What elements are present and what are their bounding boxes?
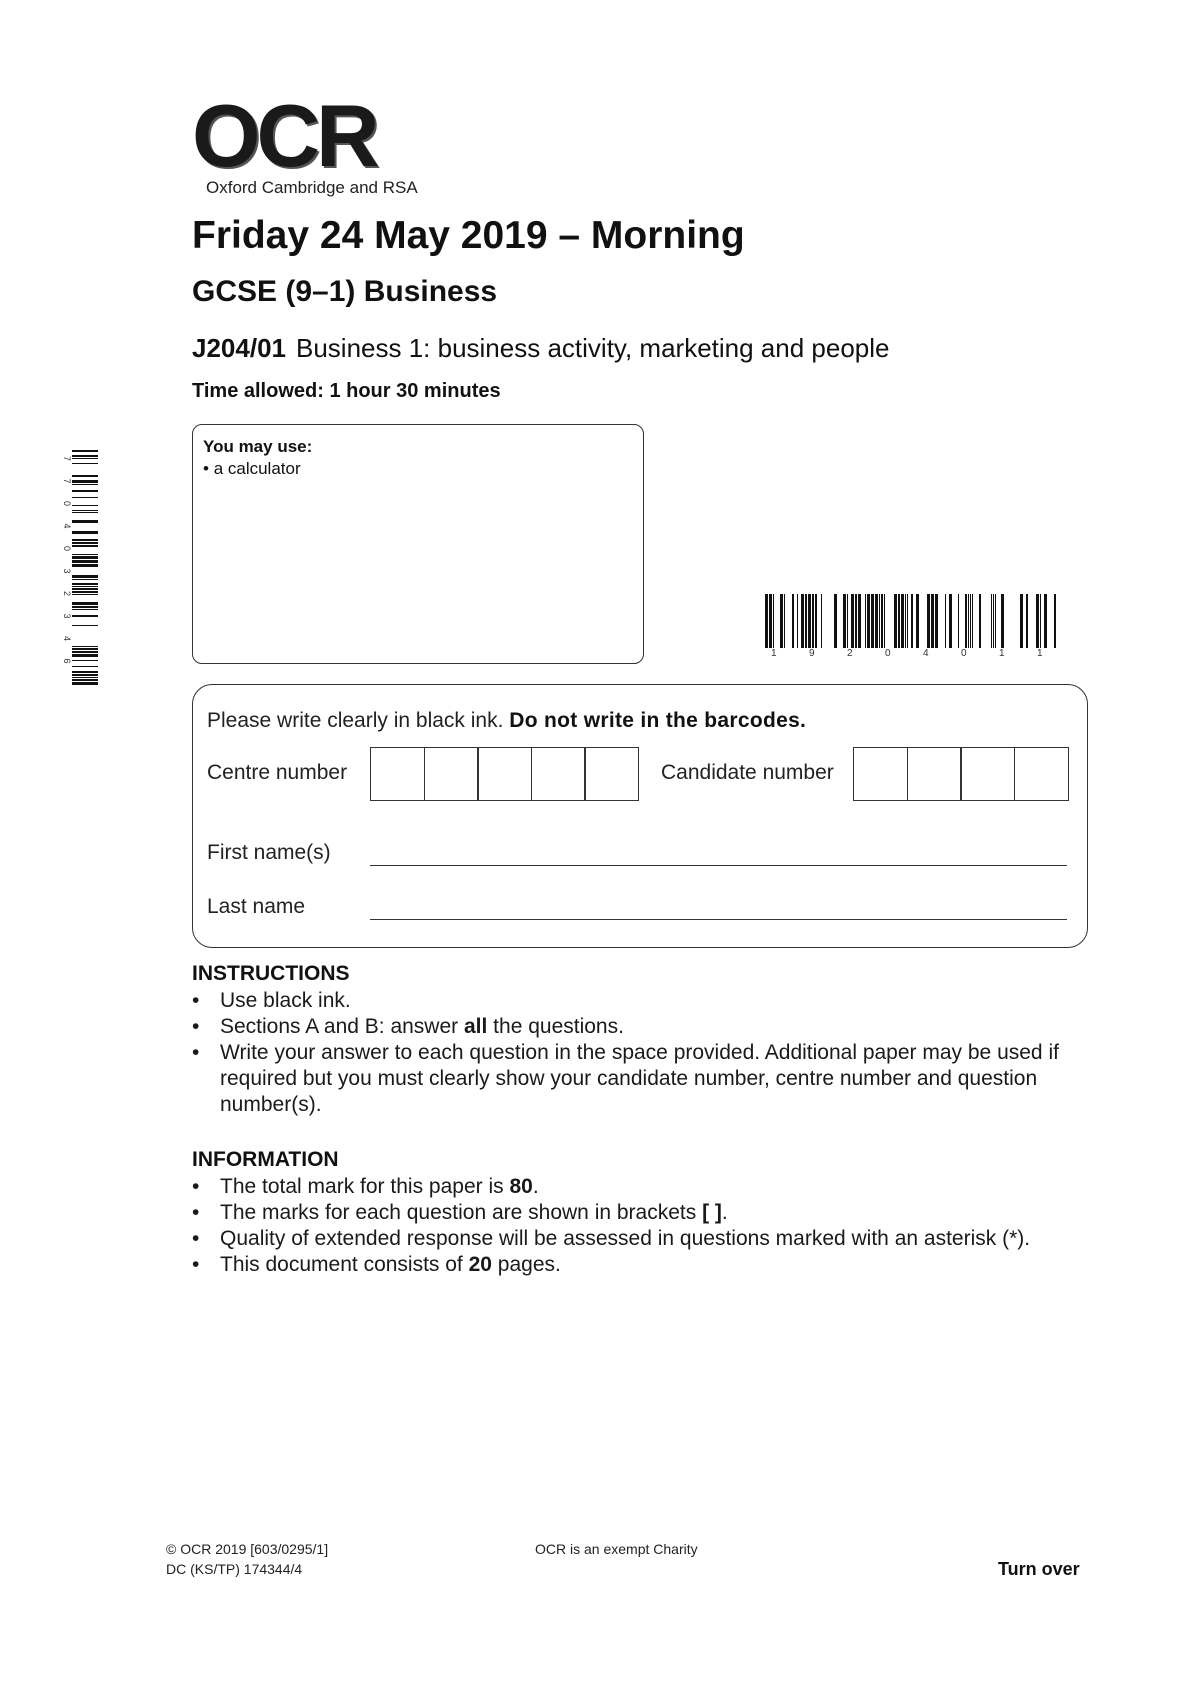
information-item [192, 1174, 1092, 1200]
barcode-bar [769, 594, 772, 648]
barcode-bar [72, 512, 98, 513]
qualification-title: GCSE (9–1) Business [192, 275, 498, 308]
document-code: DC (KS/TP) 174344/4 [166, 1561, 303, 1577]
bullet-icon: • [192, 1015, 200, 1038]
barcode-digit: 2 [847, 648, 853, 659]
may-use-heading: You may use: [203, 437, 313, 456]
barcode-bar [72, 677, 98, 678]
barcode-digit: 0 [62, 546, 72, 552]
barcode-bar [843, 594, 846, 648]
barcode-bar [911, 594, 913, 648]
barcode-bar [72, 646, 98, 647]
centre-number-boxes [370, 747, 638, 801]
barcode-digit: 4 [62, 636, 72, 642]
barcode-bar [884, 594, 885, 648]
barcode-bar [72, 625, 98, 626]
ocr-logo [192, 86, 452, 202]
information-item-text: 80 [509, 1175, 533, 1198]
barcode-vertical [64, 450, 98, 684]
barcode-bar [916, 594, 919, 648]
barcode-bar [72, 588, 98, 590]
barcode-bar [72, 520, 98, 523]
barcode-bar [1036, 594, 1039, 648]
information-item-text: This document consists of [220, 1253, 469, 1276]
barcode-bar [855, 594, 857, 648]
barcode-bar [72, 579, 98, 580]
barcode-bar [875, 594, 878, 648]
last-name-field[interactable] [370, 919, 1067, 920]
candidate-digit-box[interactable] [960, 747, 1015, 801]
centre-number-label: Centre number [207, 761, 348, 784]
barcode-bar [72, 591, 98, 593]
candidate-digit-box[interactable] [853, 747, 908, 801]
barcode-bar [898, 594, 900, 648]
centre-digit-box[interactable] [424, 747, 479, 801]
barcode-bar [871, 594, 874, 648]
barcode-bar [881, 594, 883, 648]
barcode-bar [72, 531, 98, 534]
centre-digit-box[interactable] [584, 747, 639, 801]
barcode-digit: 1 [999, 648, 1005, 659]
bullet-icon: • [192, 1227, 200, 1250]
barcode-bar [72, 586, 98, 587]
barcode-bar [968, 594, 969, 648]
barcode-bar [784, 594, 785, 648]
barcode-bar [931, 594, 934, 648]
barcode-bar [72, 575, 98, 578]
barcode-bar [72, 648, 98, 650]
instructions-list [192, 988, 1092, 1118]
copyright-notice: © OCR 2019 [603/0295/1] [166, 1541, 329, 1557]
barcode-bar [72, 651, 98, 653]
exam-date-session: Friday 24 May 2019 – Morning [192, 214, 745, 257]
information-heading: INFORMATION [192, 1148, 339, 1171]
barcode-bar [72, 510, 98, 511]
barcode-bar [821, 594, 822, 648]
information-item-text: The total mark for this paper is [220, 1175, 510, 1198]
barcode-bar [780, 594, 783, 648]
barcode-bar [1044, 594, 1047, 648]
barcode-bar [979, 594, 981, 648]
barcode-digit: 0 [62, 501, 72, 507]
candidate-digit-box[interactable] [907, 747, 962, 801]
instructions-item-text: Sections A and B: answer [220, 1015, 464, 1038]
barcode-bar [901, 594, 904, 648]
barcode-digit: 6 [62, 658, 72, 664]
barcode-bar [72, 674, 98, 676]
last-name-label: Last name [207, 895, 306, 918]
barcode-digit: 0 [961, 648, 967, 659]
barcode-bar [72, 484, 98, 485]
barcode-bar [834, 594, 837, 648]
barcode-bar [72, 556, 98, 559]
barcode-digit: 4 [923, 648, 929, 659]
barcode-bar [773, 594, 774, 648]
candidate-number-label: Candidate number [661, 761, 834, 784]
barcode-bar [1020, 594, 1023, 648]
information-item-text: . [532, 1175, 539, 1198]
barcode-digit: 2 [62, 591, 72, 597]
instructions-item-text: the questions. [487, 1015, 624, 1038]
barcode-bar [72, 554, 98, 555]
barcode-digit: 1 [771, 648, 777, 659]
information-item [192, 1226, 1092, 1252]
instructions-item [192, 1040, 1092, 1118]
bullet-icon: • [192, 1253, 200, 1276]
centre-digit-box[interactable] [477, 747, 532, 801]
centre-digit-box[interactable] [531, 747, 586, 801]
information-item [192, 1200, 1092, 1226]
may-use-box [192, 424, 644, 664]
barcode-bar [72, 560, 98, 563]
barcode-digit: 7 [62, 478, 72, 484]
barcode-bar [972, 594, 973, 648]
barcode-bar [72, 583, 98, 585]
charity-notice: OCR is an exempt Charity [535, 1541, 698, 1557]
barcode-digit: 4 [62, 523, 72, 529]
barcode-bar [993, 594, 994, 648]
information-item-text: Quality of extended response will be assessed in questions marked with an asterisk (*). [220, 1227, 1031, 1250]
barcode-bar [970, 594, 971, 648]
barcode-digit: 1 [1037, 648, 1043, 659]
paper-code: J204/01 [192, 333, 286, 363]
barcode-bar [879, 594, 880, 648]
barcode-bar [72, 505, 98, 506]
barcode-bar [797, 594, 798, 648]
barcode-digit: 0 [885, 648, 891, 659]
barcode-bar [1026, 594, 1028, 648]
barcode-bar [1001, 594, 1004, 648]
barcode-bar [991, 594, 992, 648]
barcode-bar [765, 594, 768, 648]
barcode-bar [72, 602, 98, 605]
barcode-bar [905, 594, 906, 648]
candidate-number-boxes [853, 747, 1067, 801]
information-item-text: pages. [491, 1253, 561, 1276]
barcode-bar [935, 594, 938, 648]
barcode-bar [72, 545, 98, 547]
barcode-bar [72, 564, 98, 567]
paper-line [192, 333, 890, 364]
barcode-bar [847, 594, 848, 648]
write-clearly-note [207, 709, 806, 733]
barcode-bar [72, 660, 98, 661]
barcode-bar [867, 594, 870, 648]
information-item-text: [ ] [702, 1201, 722, 1224]
may-use-item-text: a calculator [213, 459, 301, 478]
information-item-text: The marks for each question are shown in brackets [220, 1201, 703, 1224]
information-item [192, 1252, 1092, 1278]
barcode-bar [1054, 594, 1056, 648]
barcode-bar [851, 594, 854, 648]
instructions-item-text: Write your answer to each question in the space provided. Additional paper may be used if required but you must clearly show your candidate number, centre number and question number(s). [220, 1041, 1059, 1116]
write-note-plain: Please write clearly in black ink. [207, 709, 504, 732]
bullet-icon: • [192, 1175, 200, 1198]
barcode-bar [894, 594, 897, 648]
logo-tagline: Oxford Cambridge and RSA [206, 178, 418, 197]
barcode-digit: 9 [809, 648, 815, 659]
barcode-bar [945, 594, 946, 648]
logo-mark: OCR [192, 86, 376, 185]
barcode-bar [965, 594, 967, 648]
barcode-bar [72, 615, 98, 617]
barcode-bar [72, 606, 98, 608]
barcode-bar [72, 475, 98, 477]
barcode-digit: 7 [62, 456, 72, 462]
barcode-bar [72, 682, 98, 685]
barcode-bar [72, 490, 98, 492]
may-use-item: • a calculator [203, 459, 301, 478]
information-list [192, 1174, 1092, 1278]
barcode-bar [72, 542, 98, 544]
first-name-field[interactable] [370, 865, 1067, 866]
barcode-bar [72, 654, 98, 657]
barcode-bar [907, 594, 908, 648]
barcode-bar [865, 594, 866, 648]
instructions-item [192, 1014, 1092, 1040]
time-allowed: Time allowed: 1 hour 30 minutes [192, 380, 501, 402]
bullet-icon: • [192, 1041, 200, 1064]
barcode-bar [949, 594, 952, 648]
candidate-details-box [192, 684, 1088, 948]
information-item-text: 20 [468, 1253, 492, 1276]
barcode-bar [72, 497, 98, 498]
bullet-icon: • [192, 989, 200, 1012]
barcode-bar [808, 594, 811, 648]
barcode-bar [858, 594, 861, 648]
paper-title: Business 1: business activity, marketing and people [295, 333, 890, 363]
candidate-digit-box[interactable] [1014, 747, 1069, 801]
barcode-bar [72, 679, 98, 681]
barcode-bar [958, 594, 959, 648]
write-note-bold: Do not write in the barcodes. [509, 709, 807, 732]
barcode-bar [72, 450, 98, 452]
turn-over-label: Turn over [998, 1559, 1080, 1579]
information-item-text: . [721, 1201, 728, 1224]
barcode-bar [801, 594, 804, 648]
barcode-bar [792, 594, 794, 648]
barcode-digit: 3 [62, 613, 72, 619]
barcode-bar [927, 594, 930, 648]
barcode-bar [805, 594, 807, 648]
barcode-bar [72, 463, 98, 464]
barcode-bar [995, 594, 996, 648]
barcode-bar [815, 594, 817, 648]
barcode-bar [72, 539, 98, 541]
instructions-item-text: Use black ink. [220, 989, 351, 1012]
barcode-bar [1040, 594, 1041, 648]
barcode-bar [72, 594, 98, 595]
barcode-bar [72, 609, 98, 610]
centre-digit-box[interactable] [370, 747, 425, 801]
barcode-bar [72, 666, 98, 667]
instructions-heading: INSTRUCTIONS [192, 962, 350, 985]
barcode-bar [72, 458, 98, 459]
barcode-digit: 3 [62, 568, 72, 574]
barcode-horizontal [765, 594, 1055, 659]
instructions-item-text: all [463, 1015, 488, 1038]
barcode-bar [812, 594, 814, 648]
first-name-label: First name(s) [207, 841, 331, 864]
instructions-item [192, 988, 1092, 1014]
barcode-bar [72, 671, 98, 673]
bullet-icon: • [192, 1201, 200, 1224]
barcode-bar [72, 480, 98, 483]
barcode-bar [72, 455, 98, 457]
